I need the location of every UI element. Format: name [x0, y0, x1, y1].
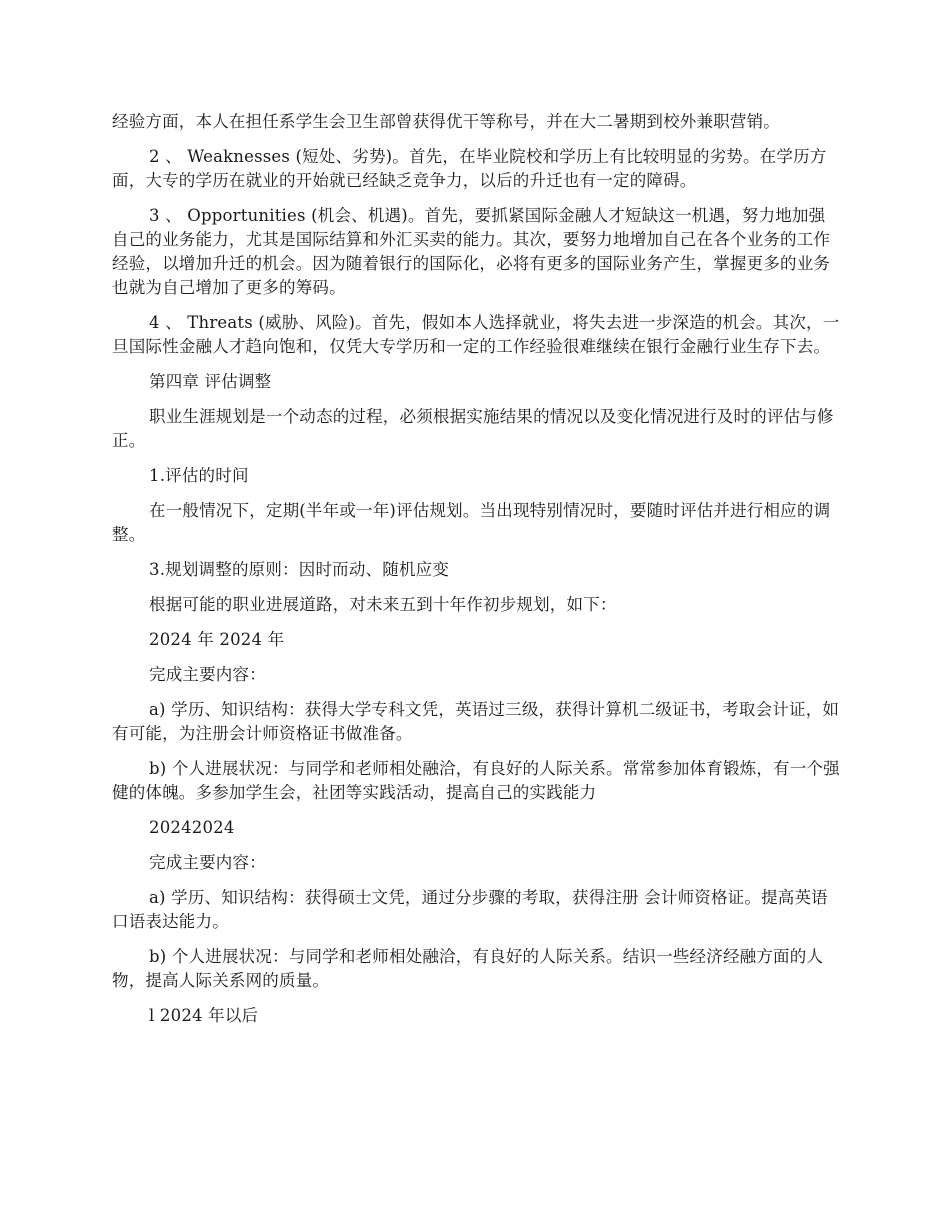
- paragraph-education-1: a) 学历、知识结构：获得大学专科文凭，英语过三级，获得计算机二级证书，考取会计证，如有可能，为注册会计师资格证书做准备。: [112, 700, 840, 743]
- paragraph-threats: 4 、 Threats (威胁、风险)。首先，假如本人选择就业，将失去进一步深造的机会。其次，一旦国际性金融人才趋向饱和，仅凭大专学历和一定的工作经验很难继续在银行金融行业生存下去。: [112, 313, 840, 356]
- period-heading-1: 2024 年 2024 年: [149, 630, 285, 649]
- period-heading-2: 20242024: [149, 818, 235, 837]
- paragraph-periodic-review: 在一般情况下，定期(半年或一年)评估规划。当出现特别情况时，要随时评估并进行相应的调整。: [112, 501, 831, 544]
- chapter-heading: 第四章 评估调整: [149, 372, 272, 391]
- paragraph-personal-2: b) 个人进展状况：与同学和老师相处融洽，有良好的人际关系。结识一些经济经融方面的人物，提高人际关系网的质量。: [112, 947, 824, 990]
- main-content-label-2: 完成主要内容：: [149, 853, 266, 872]
- paragraph-plan-intro: 根据可能的职业进展道路，对未来五到十年作初步规划，如下：: [149, 595, 617, 614]
- section-adjustment-principle: 3.规划调整的原则：因时而动、随机应变: [149, 560, 450, 579]
- section-evaluation-time: 1.评估的时间: [149, 466, 249, 485]
- document-page: [112, 110, 842, 1039]
- paragraph-opportunities: 3 、 Opportunities (机会、机遇)。首先，要抓紧国际金融人才短缺这一机遇，努力地加强自己的业务能力，尤其是国际结算和外汇买卖的能力。其次，要努力地增加自己在各个业务的工作经验，以增加升迁的机会。因为随着银行的国际化，必将有更多的国际业务产生，掌握更多的业务也就为自己增加了更多的筹码。: [112, 206, 831, 297]
- paragraph-dynamic-process: 职业生涯规划是一个动态的过程，必须根据实施结果的情况以及变化情况进行及时的评估与修正。: [112, 407, 834, 450]
- paragraph-personal-1: b) 个人进展状况：与同学和老师相处融洽，有良好的人际关系。常常参加体育锻炼，有一个强健的体魄。多参加学生会，社团等实践活动，提高自己的实践能力: [112, 759, 840, 802]
- paragraph-education-2: a) 学历、知识结构：获得硕士文凭，通过分步骤的考取，获得注册 会计师资格证。提高英语口语表达能力。: [112, 888, 828, 931]
- paragraph-experience: 经验方面，本人在担任系学生会卫生部曾获得优干等称号，并在大二暑期到校外兼职营销。: [112, 112, 780, 131]
- paragraph-weaknesses: 2 、 Weaknesses (短处、劣势)。首先，在毕业院校和学历上有比较明显的劣势。在学历方面，大专的学历在就业的开始就已经缺乏竞争力，以后的升迁也有一定的障碍。: [112, 147, 827, 190]
- main-content-label-1: 完成主要内容：: [149, 665, 266, 684]
- period-heading-3: l 2024 年以后: [149, 1006, 259, 1025]
